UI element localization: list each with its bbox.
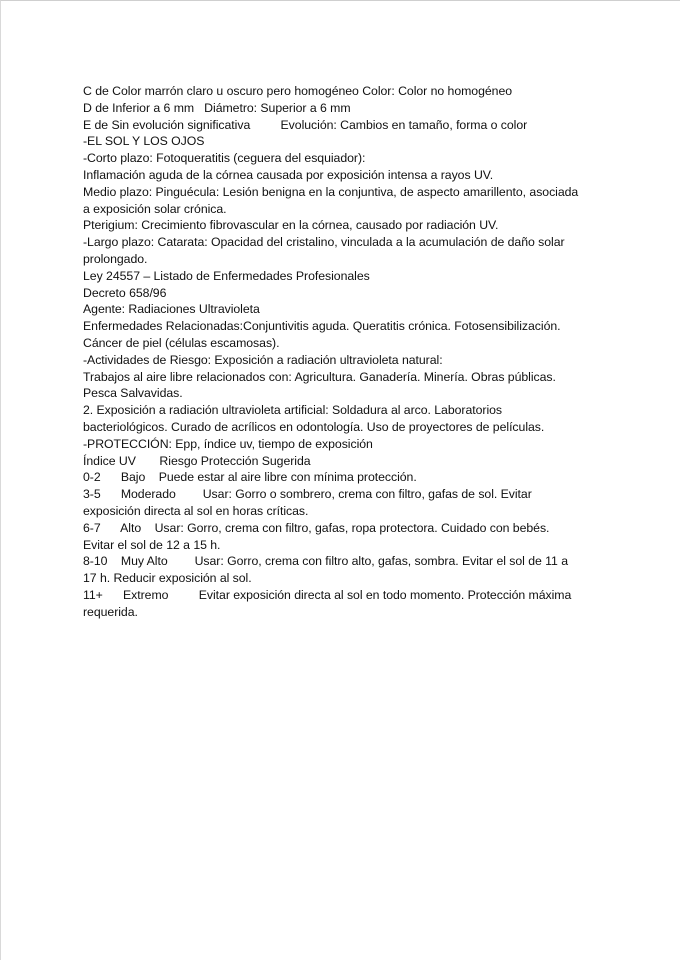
document-body	[83, 83, 598, 621]
table-row-continuation: Evitar el sol de 12 a 15 h.	[83, 537, 221, 552]
text-line: 2. Exposición a radiación ultravioleta artificial: Soldadura al arco. Laboratorios	[83, 403, 503, 418]
text-line: Enfermedades Relacionadas:Conjuntivitis aguda. Queratitis crónica. Fotosensibilización.	[83, 319, 561, 334]
text-line: D de Inferior a 6 mm Diámetro: Superior a 6 mm	[83, 100, 351, 115]
text-line: -Corto plazo: Fotoqueratitis (ceguera del esquiador):	[83, 151, 366, 166]
table-header: Índice UV Riesgo Protección Sugerida	[83, 453, 311, 468]
text-line: Decreto 658/96	[83, 285, 167, 300]
text-line: Pesca Salvavidas.	[83, 386, 183, 401]
table-row: 6-7 Alto Usar: Gorro, crema con filtro, gafas, ropa protectora. Cuidado con bebés.	[83, 520, 550, 535]
section-heading: -PROTECCIÓN: Epp, índice uv, tiempo de exposición	[83, 436, 373, 451]
table-row-continuation: exposición directa al sol en horas críticas.	[83, 503, 309, 518]
text-line: Agente: Radiaciones Ultravioleta	[83, 302, 260, 317]
text-line: Trabajos al aire libre relacionados con: Agricultura. Ganadería. Minería. Obras públicas.	[83, 369, 556, 384]
table-row-continuation: requerida.	[83, 604, 138, 619]
text-line: -Largo plazo: Catarata: Opacidad del cristalino, vinculada a la acumulación de daño solar	[83, 235, 565, 250]
text-line: bacteriológicos. Curado de acrílicos en odontología. Uso de proyectores de películas.	[83, 419, 545, 434]
text-line: Inflamación aguda de la córnea causada por exposición intensa a rayos UV.	[83, 167, 494, 182]
table-row-continuation: 17 h. Reducir exposición al sol.	[83, 571, 252, 586]
text-line: Medio plazo: Pinguécula: Lesión benigna en la conjuntiva, de aspecto amarillento, asociada	[83, 184, 579, 199]
section-heading: -EL SOL Y LOS OJOS	[83, 134, 205, 149]
text-line: prolongado.	[83, 251, 148, 266]
text-line: -Actividades de Riesgo: Exposición a radiación ultravioleta natural:	[83, 352, 443, 367]
text-line: a exposición solar crónica.	[83, 201, 227, 216]
text-line: Ley 24557 – Listado de Enfermedades Profesionales	[83, 268, 370, 283]
table-row: 3-5 Moderado Usar: Gorro o sombrero, crema con filtro, gafas de sol. Evitar	[83, 487, 532, 502]
table-row: 11+ Extremo Evitar exposición directa al sol en todo momento. Protección máxima	[83, 587, 572, 602]
text-line: E de Sin evolución significativa Evolución: Cambios en tamaño, forma o color	[83, 117, 528, 132]
text-line: Pterigium: Crecimiento fibrovascular en la córnea, causado por radiación UV.	[83, 218, 499, 233]
text-line: Cáncer de piel (células escamosas).	[83, 335, 280, 350]
table-row: 8-10 Muy Alto Usar: Gorro, crema con filtro alto, gafas, sombra. Evitar el sol de 11 a	[83, 554, 568, 569]
table-row: 0-2 Bajo Puede estar al aire libre con mínima protección.	[83, 470, 417, 485]
text-line: C de Color marrón claro u oscuro pero homogéneo Color: Color no homogéneo	[83, 84, 513, 98]
